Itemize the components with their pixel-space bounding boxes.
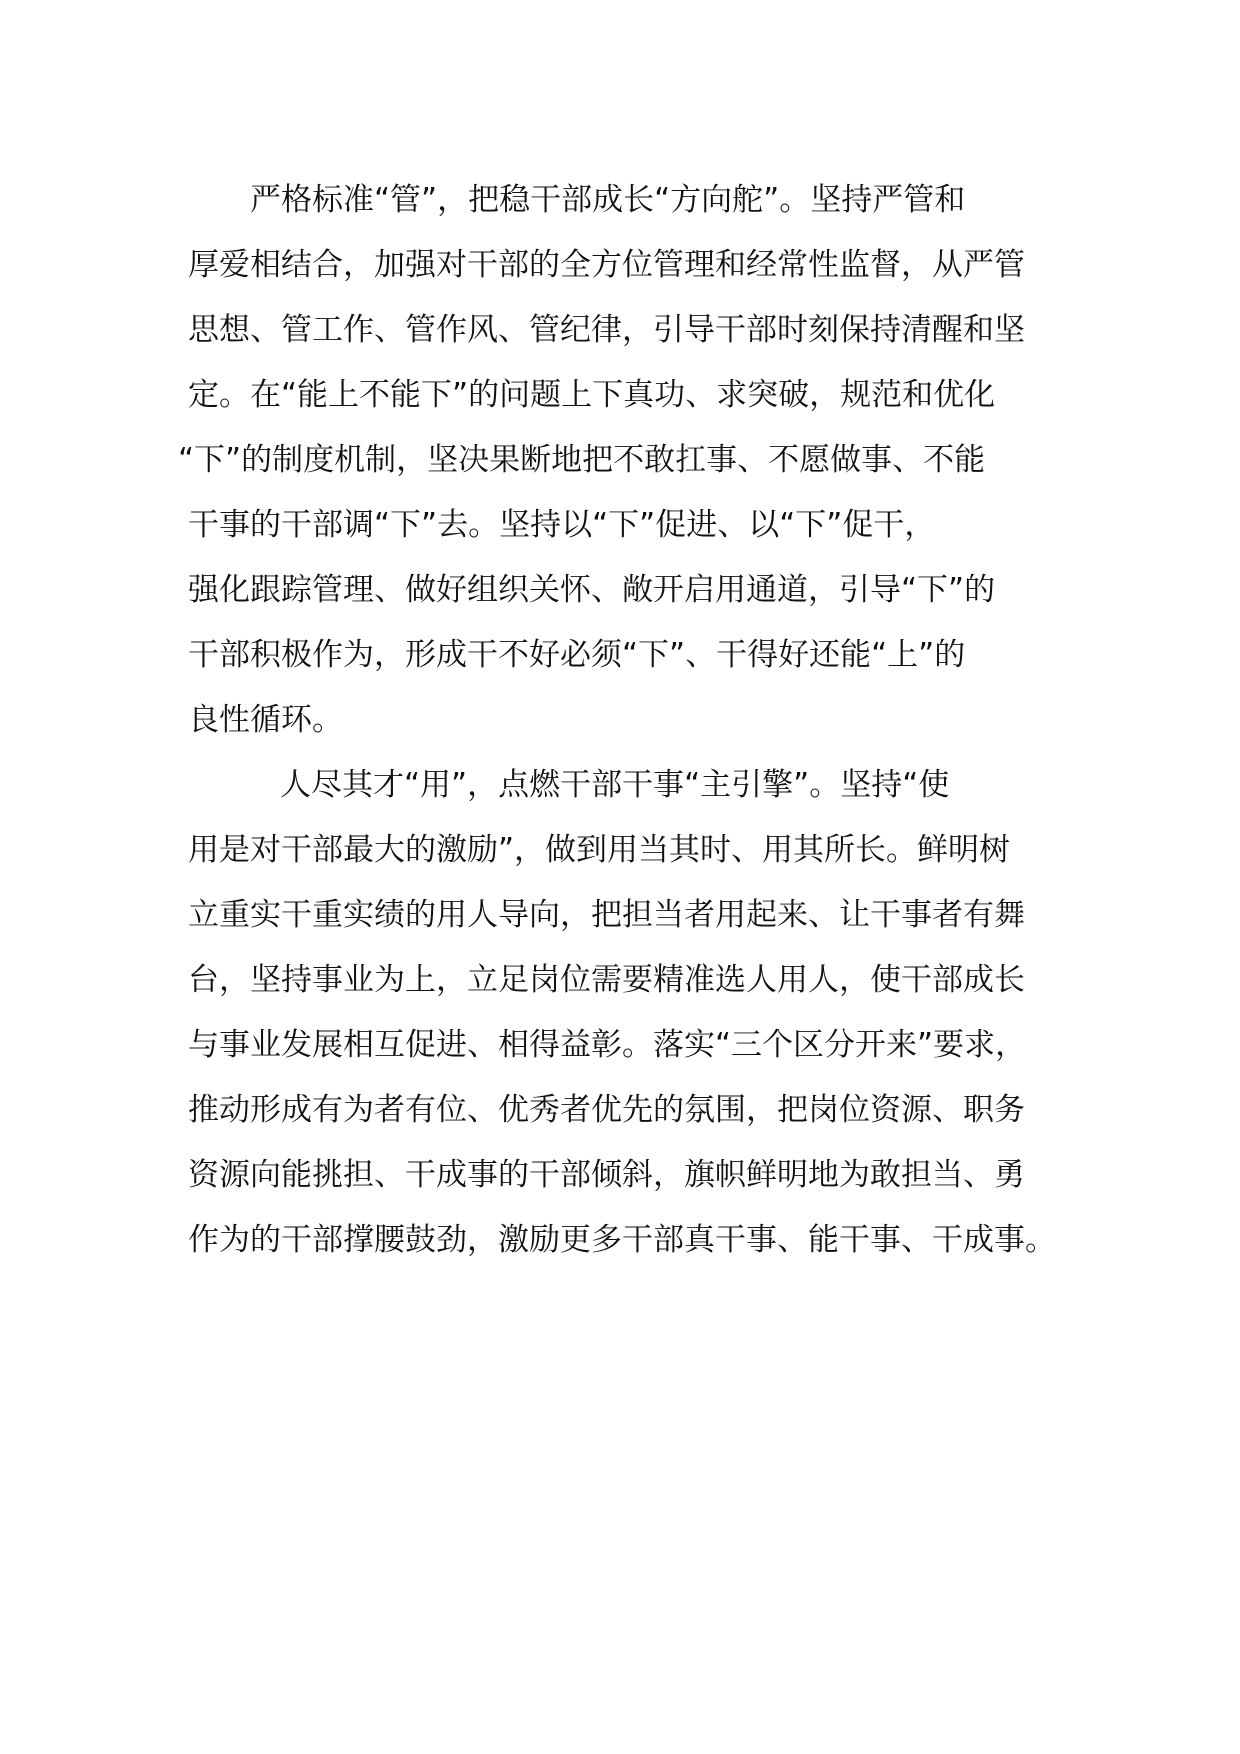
paragraph-line: 干部积极作为，形成干不好必须“下”、干得好还能“上”的 <box>188 637 966 673</box>
paragraph-strict-management <box>178 168 1088 753</box>
paragraph-line: 干事的干部调“下”去。坚持以“下”促进、以“下”促干， <box>188 507 936 543</box>
paragraph-line: 强化跟踪管理、做好组织关怀、敞开启用通道，引导“下”的 <box>188 572 996 608</box>
paragraph-line: 台，坚持事业为上，立足岗位需要精准选人用人，使干部成长 <box>188 962 1025 998</box>
document-body <box>178 168 1088 1273</box>
paragraph-line: 定。在“能上不能下”的问题上下真功、求突破，规范和优化 <box>188 377 996 413</box>
paragraph-line: 良性循环。 <box>188 702 343 738</box>
paragraph-line: “下”的制度机制，坚决果断地把不敢扛事、不愿做事、不能 <box>178 442 986 478</box>
paragraph-line: 严格标准“管”，把稳干部成长“方向舵”。坚持严管和 <box>250 182 966 218</box>
paragraph-line: 推动形成有为者有位、优秀者优先的氛围，把岗位资源、职务 <box>188 1092 1025 1128</box>
paragraph-line: 与事业发展相互促进、相得益彰。落实“三个区分开来”要求， <box>188 1027 1027 1063</box>
paragraph-line: 立重实干重实绩的用人导向，把担当者用起来、让干事者有舞 <box>188 897 1025 933</box>
paragraph-line: 人尽其才“用”，点燃干部干事“主引擎”。坚持“使 <box>280 767 950 803</box>
paragraph-line: 作为的干部撑腰鼓劲，激励更多干部真干事、能干事、干成事。 <box>188 1222 1056 1258</box>
paragraph-line: 资源向能挑担、干成事的干部倾斜，旗帜鲜明地为敢担当、勇 <box>188 1157 1025 1193</box>
paragraph-line: 思想、管工作、管作风、管纪律，引导干部时刻保持清醒和坚 <box>188 312 1025 348</box>
paragraph-talent-use <box>188 753 1088 1273</box>
paragraph-line: 厚爱相结合，加强对干部的全方位管理和经常性监督，从严管 <box>188 247 1025 283</box>
paragraph-line: 用是对干部最大的激励”，做到用当其时、用其所长。鲜明树 <box>188 832 1011 868</box>
